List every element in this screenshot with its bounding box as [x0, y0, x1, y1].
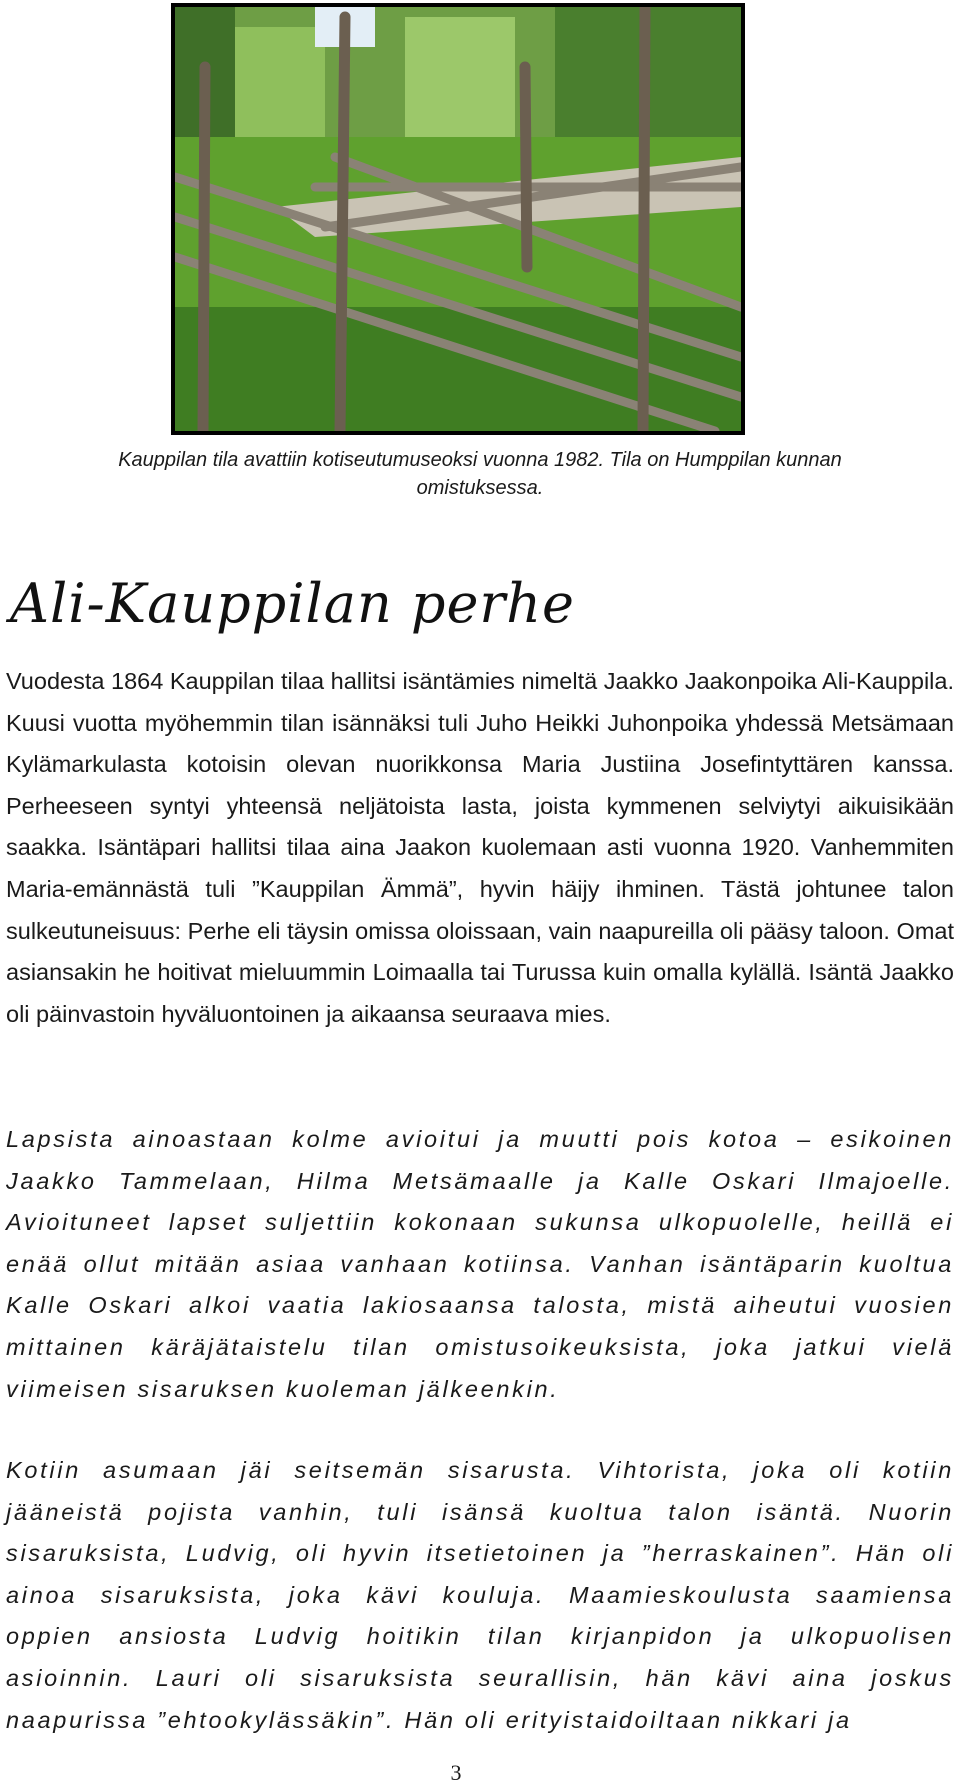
page-heading: Ali-Kauppilan perhe	[10, 572, 575, 635]
body-paragraph-1: Vuodesta 1864 Kauppilan tilaa hallitsi isäntämies nimeltä Jaakko Jaakonpoika Ali-Kauppila. Kuusi vuotta myöhemmin tilan isännäksi tuli Juho Heikki Juhonpoika yhdessä Metsämaan Kylämarkulasta kotoisin olevan nuorikkonsa Maria Justiina Josefintyttären kanssa. Perheeseen syntyi yhteensä neljätoista lasta, joista kymmenen selviytyi aikuisikään saakka. Isäntäpari hallitsi tilaa aina Jaakon kuolemaan asti vuonna 1920. Vanhemmiten Maria-emännästä tuli ”Kauppilan Ämmä”, hyvin häijy ihminen. Tästä johtunee talon sulkeutuneisuus: Perhe eli täysin omissa oloissaan, vain naapureilla oli pääsy taloon. Omat asiansakin he hoitivat mieluummin Loimaalla tai Turussa kuin omalla kylällä. Isäntä Jaakko oli päinvastoin hyväluontoinen ja aikaansa seuraava mies.	[6, 668, 954, 1027]
photo-caption: Kauppilan tila avattiin kotiseutumuseoksi vuonna 1982. Tila on Humppilan kunnan omistuksessa.	[118, 449, 842, 499]
page-number: 3	[450, 1760, 462, 1785]
fence-photo-illustration	[175, 7, 741, 431]
fence-photo	[171, 3, 745, 435]
body-paragraph-3: Kotiin asumaan jäi seitsemän sisarusta. Vihtorista, joka oli kotiin jääneistä pojista vanhin, tuli isänsä kuoltua talon isäntä. Nuorin sisaruksista, Ludvig, oli hyvin itsetietoinen ja ”herraskainen”. Hän oli ainoa sisaruksista, joka kävi kouluja. Maamieskoulusta saamiensa oppien ansiosta Ludvig hoitikin tilan kirjanpidon ja ulkopuolisen asioinnin. Lauri oli sisaruksista seurallisin, hän kävi aina joskus naapurissa ”ehtookylässäkin”. Hän oli erityistaidoiltaan nikkari ja	[6, 1457, 954, 1733]
body-paragraph-2: Lapsista ainoastaan kolme avioitui ja muutti pois kotoa – esikoinen Jaakko Tammelaan, Hilma Metsämaalle ja Kalle Oskari Ilmajoelle. Avioituneet lapset suljettiin kokonaan sukunsa ulkopuolelle, heillä ei enää ollut mitään asiaa vanhaan kotiinsa. Vanhan isäntäparin kuoltua Kalle Oskari alkoi vaatia lakiosaansa talosta, mistä aiheutui vuosien mittainen käräjätaistelu tilan omistusoikeuksista, joka jatkui vielä viimeisen sisaruksen kuoleman jälkeenkin.	[6, 1126, 954, 1402]
